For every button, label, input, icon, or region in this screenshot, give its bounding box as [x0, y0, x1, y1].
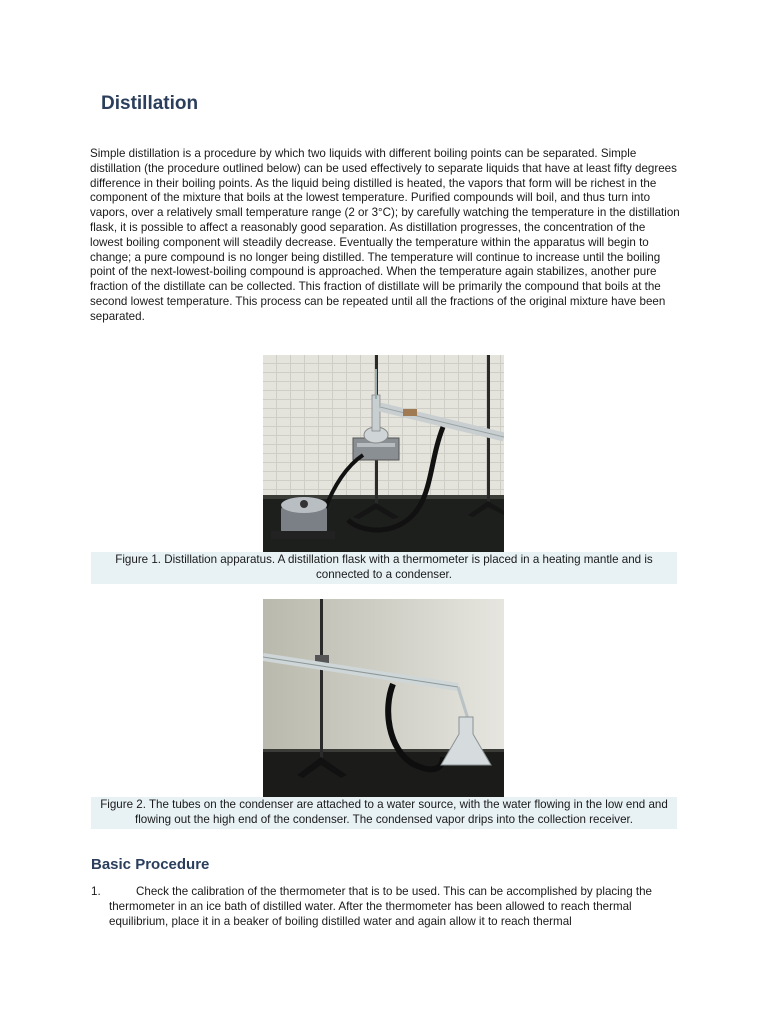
step-number: 1.: [91, 885, 101, 898]
figure-2-photo: [263, 599, 504, 797]
procedure-step: [91, 885, 681, 929]
page-title: Distillation: [101, 93, 199, 114]
figure-1-caption: Figure 1. Distillation apparatus. A distillation flask with a thermometer is placed in a heating mantle and is connected to a condenser.: [91, 552, 677, 584]
figure-2-caption: Figure 2. The tubes on the condenser are attached to a water source, with the water flowing in the low end and flowing out the high end of the condenser. The condensed vapor drips into the collection receiver.: [91, 797, 677, 829]
step-text: Check the calibration of the thermometer that is to be used. This can be accomplished by placing the thermometer in an ice bath of distilled water. After the thermometer has been allowed to reach thermal equilibrium, place it in a beaker of boiling distilled water and again allow it to reach thermal: [109, 885, 652, 928]
section-heading-basic-procedure: Basic Procedure: [91, 856, 210, 873]
procedure-list: [91, 885, 681, 929]
figure-1-photo: [263, 355, 504, 552]
intro-paragraph: Simple distillation is a procedure by which two liquids with different boiling points can be separated. Simple distillation (the procedure outlined below) can be used effectively to separate liquids that have at least fifty degrees difference in their boiling points. As the liquid being distilled is heated, the vapors that form will be richest in the component of the mixture that boils at the lowest temperature. Purified compounds will boil, and thus turn into vapors, over a relatively small temperature range (2 or 3°C); by carefully watching the temperature in the distillation flask, it is possible to affect a reasonably good separation. As distillation progresses, the concentration of the lowest boiling component will steadily decrease. Eventually the temperature within the apparatus will begin to change; a pure compound is no longer being distilled. The temperature will continue to increase until the boiling point of the next-lowest-boiling compound is approached. When the temperature again stabilizes, another pure fraction of the distillate can be collected. This fraction of distillate will be primarily the compound that boils at the second lowest temperature. This process can be repeated until all the fractions of the original mixture have been separated.: [90, 147, 680, 323]
